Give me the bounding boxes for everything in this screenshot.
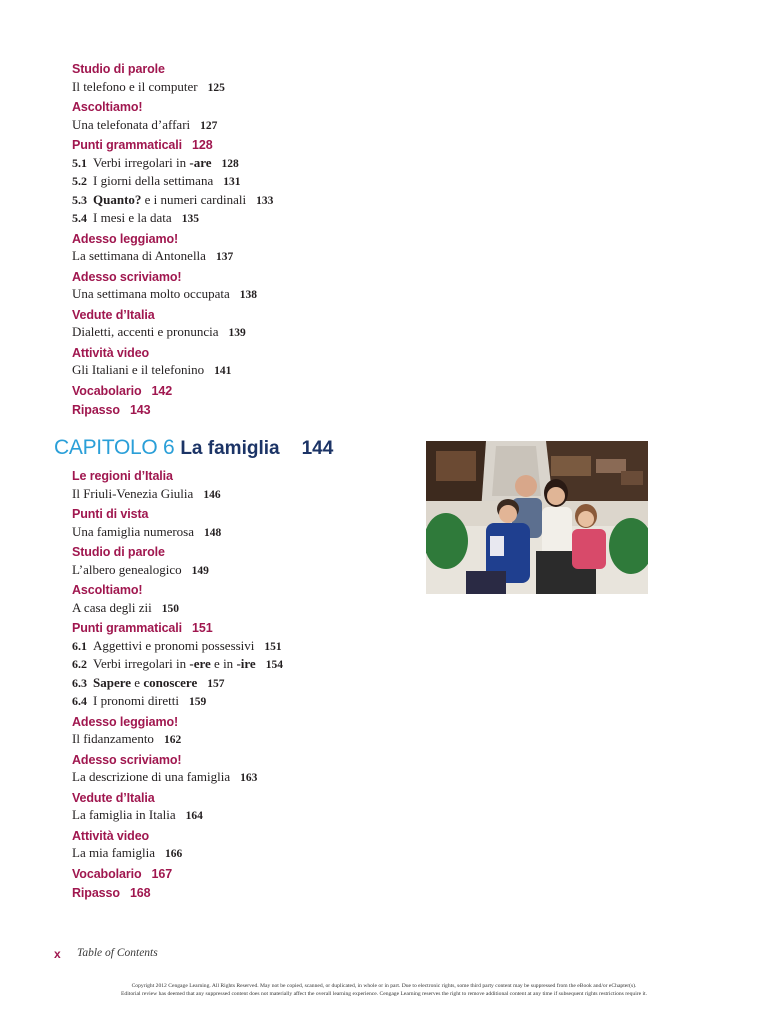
toc-heading-ripasso[interactable] — [72, 886, 151, 900]
toc-heading-label: Ripasso — [72, 886, 120, 900]
toc-heading-ascoltiamo[interactable] — [72, 100, 142, 114]
toc-entry-text: La settimana di Antonella — [72, 248, 206, 263]
toc-heading-page: 168 — [129, 886, 151, 900]
toc-entry-number: 6.4 — [72, 694, 87, 708]
toc-entry-number: 5.2 — [72, 174, 87, 188]
toc-entry[interactable] — [72, 731, 181, 747]
toc-entry-page: 125 — [207, 81, 225, 94]
toc-heading-page: 151 — [192, 621, 213, 635]
toc-heading-studio-di-parole[interactable] — [72, 62, 165, 76]
toc-heading-label: Vocabolario — [72, 383, 142, 398]
toc-heading-label: Ascoltiamo! — [72, 100, 143, 114]
chapter-label: CAPITOLO 6 — [54, 436, 175, 459]
toc-entry[interactable] — [72, 638, 282, 654]
toc-entry[interactable] — [72, 155, 239, 171]
toc-entry-page: 164 — [185, 810, 203, 822]
toc-entry[interactable] — [72, 675, 224, 691]
toc-entry-number: 6.1 — [72, 638, 87, 653]
toc-entry-text: Il telefono e il computer — [72, 78, 198, 94]
chapter-title: La famiglia — [180, 438, 280, 459]
toc-entry-text: I mesi e la data — [93, 210, 172, 225]
toc-entry-text: conoscere — [143, 674, 198, 690]
toc-heading-label: Attività video — [72, 345, 150, 360]
toc-entry-text: -ere — [189, 656, 211, 671]
toc-heading-label: Adesso scriviamo! — [72, 752, 182, 767]
toc-entry-page: 141 — [214, 365, 232, 377]
toc-entry-page: 127 — [200, 119, 218, 132]
toc-heading-vedute-d-italia[interactable] — [72, 791, 155, 805]
toc-entry[interactable] — [72, 79, 225, 95]
toc-entry-page: 133 — [256, 194, 274, 207]
toc-heading-attivit-video[interactable] — [72, 829, 149, 843]
toc-entry-text: I pronomi diretti — [93, 693, 179, 708]
toc-heading-adesso-leggiamo[interactable] — [72, 715, 178, 729]
toc-entry-text: La mia famiglia — [72, 845, 156, 860]
toc-heading-page: 142 — [151, 383, 173, 398]
toc-entry-text: e — [131, 674, 144, 690]
toc-heading-label: Punti grammaticali — [72, 138, 183, 152]
toc-entry-text: Una settimana molto occupata — [72, 286, 230, 301]
toc-entry-text: Verbi irregolari in — [93, 656, 190, 671]
toc-heading-punti-grammaticali[interactable] — [72, 138, 213, 152]
toc-entry-page: 135 — [181, 213, 199, 225]
toc-entry[interactable] — [72, 524, 221, 540]
toc-entry-text: Una telefonata d’affari — [72, 116, 191, 132]
toc-entry[interactable] — [72, 693, 206, 709]
toc-entry[interactable] — [72, 324, 246, 340]
toc-entry-text: -ire — [236, 656, 256, 671]
toc-entry-number: 6.3 — [72, 675, 87, 690]
toc-entry-text: Quanto? — [93, 191, 142, 207]
toc-entry-text: Dialetti, accenti e pronuncia — [72, 324, 219, 339]
toc-heading-vocabolario[interactable] — [72, 384, 172, 398]
toc-entry-page: 146 — [203, 488, 221, 501]
toc-heading-vedute-d-italia[interactable] — [72, 308, 155, 322]
toc-entry[interactable] — [72, 486, 221, 502]
toc-entry-page: 150 — [161, 602, 180, 615]
toc-entry-text: I giorni della settimana — [93, 173, 214, 188]
toc-heading-attivit-video[interactable] — [72, 346, 149, 360]
toc-entry-page: 149 — [191, 564, 209, 577]
toc-heading-label: Vocabolario — [72, 866, 142, 881]
toc-entry-number: 5.4 — [72, 211, 87, 225]
toc-entry-text: Sapere — [93, 674, 132, 690]
toc-heading-label: Studio di parole — [72, 62, 165, 76]
toc-entry-page: 131 — [223, 176, 241, 188]
toc-heading-label: Vedute d’Italia — [72, 307, 155, 322]
toc-heading-page: 143 — [129, 403, 151, 417]
toc-heading-punti-grammaticali[interactable] — [72, 621, 213, 635]
copyright-line-2: Editorial review has deemed that any suppressed content does not materially affect the overall learning experience. Cengage Learning reserves the right to remove additional content at any time if subsequent rights restrictions require it. — [121, 991, 647, 997]
toc-entry-page: 137 — [215, 251, 234, 263]
toc-heading-vocabolario[interactable] — [72, 867, 172, 881]
toc-heading-label: Adesso leggiamo! — [72, 714, 179, 729]
toc-entry-number: 5.1 — [72, 155, 87, 170]
toc-entry-page: 138 — [239, 289, 258, 301]
toc-entry-text: Il fidanzamento — [72, 731, 154, 746]
chapter-heading[interactable] — [54, 436, 333, 460]
toc-heading-label: Adesso leggiamo! — [72, 231, 179, 246]
toc-entry-text: Aggettivi e pronomi possessivi — [93, 637, 255, 653]
toc-heading-punti-di-vista[interactable] — [72, 507, 148, 521]
toc-entry-page: 163 — [240, 772, 258, 784]
toc-entry-page: 166 — [165, 848, 183, 860]
toc-entry[interactable] — [72, 192, 273, 208]
toc-entry[interactable] — [72, 807, 203, 823]
toc-entry-text: La descrizione di una famiglia — [72, 769, 231, 784]
toc-entry[interactable] — [72, 173, 240, 189]
toc-entry-text: La famiglia in Italia — [72, 807, 176, 822]
toc-heading-page: 128 — [192, 138, 213, 152]
toc-entry-page: 128 — [221, 157, 239, 170]
toc-entry-page: 139 — [228, 327, 246, 339]
toc-entry-page: 157 — [207, 677, 225, 690]
toc-entry-page: 162 — [163, 734, 182, 746]
page-numeral: x — [54, 947, 61, 961]
toc-entry-page: 151 — [264, 640, 282, 653]
toc-entry[interactable] — [72, 362, 231, 378]
chapter-page: 144 — [301, 438, 334, 459]
toc-entry-page: 159 — [188, 696, 207, 708]
toc-entry-text: Gli Italiani e il telefonino — [72, 362, 205, 377]
toc-heading-ascoltiamo[interactable] — [72, 583, 142, 597]
toc-entry-number: 6.2 — [72, 657, 87, 671]
toc-entry[interactable] — [72, 769, 257, 785]
toc-entry-text: A casa degli zii — [72, 599, 152, 615]
toc-heading-adesso-leggiamo[interactable] — [72, 232, 178, 246]
toc-heading-page: 167 — [151, 866, 173, 881]
toc-heading-adesso-scriviamo[interactable] — [72, 270, 181, 284]
toc-heading-label: Punti di vista — [72, 507, 149, 521]
toc-entry-text: Verbi irregolari in — [93, 154, 190, 170]
toc-entry-page: 148 — [204, 526, 222, 539]
toc-entry-text: L’albero genealogico — [72, 561, 182, 577]
toc-entry-page: 154 — [265, 659, 283, 671]
toc-entry[interactable] — [72, 210, 199, 226]
toc-entry-number: 5.3 — [72, 192, 87, 207]
toc-entry[interactable] — [72, 248, 233, 264]
toc-entry[interactable] — [72, 286, 257, 302]
toc-heading-label: Le regioni d’Italia — [72, 469, 173, 483]
footer-label: Table of Contents — [77, 947, 158, 959]
toc-heading-studio-di-parole[interactable] — [72, 545, 165, 559]
toc-heading-le-regioni-d-italia[interactable] — [72, 469, 173, 483]
toc-entry[interactable] — [72, 656, 283, 672]
toc-entry[interactable] — [72, 600, 179, 616]
toc-heading-label: Vedute d’Italia — [72, 790, 155, 805]
toc-entry-text: e in — [210, 656, 237, 671]
toc-entry-text: -are — [189, 154, 212, 170]
toc-heading-label: Ripasso — [72, 403, 120, 417]
toc-entry[interactable] — [72, 845, 182, 861]
toc-entry[interactable] — [72, 117, 217, 133]
toc-entry-text: Una famiglia numerosa — [72, 523, 195, 539]
toc-heading-adesso-scriviamo[interactable] — [72, 753, 181, 767]
toc-heading-label: Ascoltiamo! — [72, 583, 143, 597]
toc-entry[interactable] — [72, 562, 209, 578]
toc-heading-label: Adesso scriviamo! — [72, 269, 182, 284]
toc-entry-text: Il Friuli-Venezia Giulia — [72, 485, 194, 501]
toc-heading-label: Studio di parole — [72, 545, 165, 559]
toc-heading-label: Punti grammaticali — [72, 621, 183, 635]
toc-entry-text: e i numeri cardinali — [141, 191, 247, 207]
toc-heading-ripasso[interactable] — [72, 403, 151, 417]
copyright-line-1: Copyright 2012 Cengage Learning. All Rights Reserved. May not be copied, scanned, or duplicated, in whole or in part. Due to electronic rights, some third party content may be suppressed from the eBook and/or eChapter(s). — [131, 983, 637, 989]
toc-heading-label: Attività video — [72, 828, 150, 843]
family-photo — [426, 441, 648, 594]
